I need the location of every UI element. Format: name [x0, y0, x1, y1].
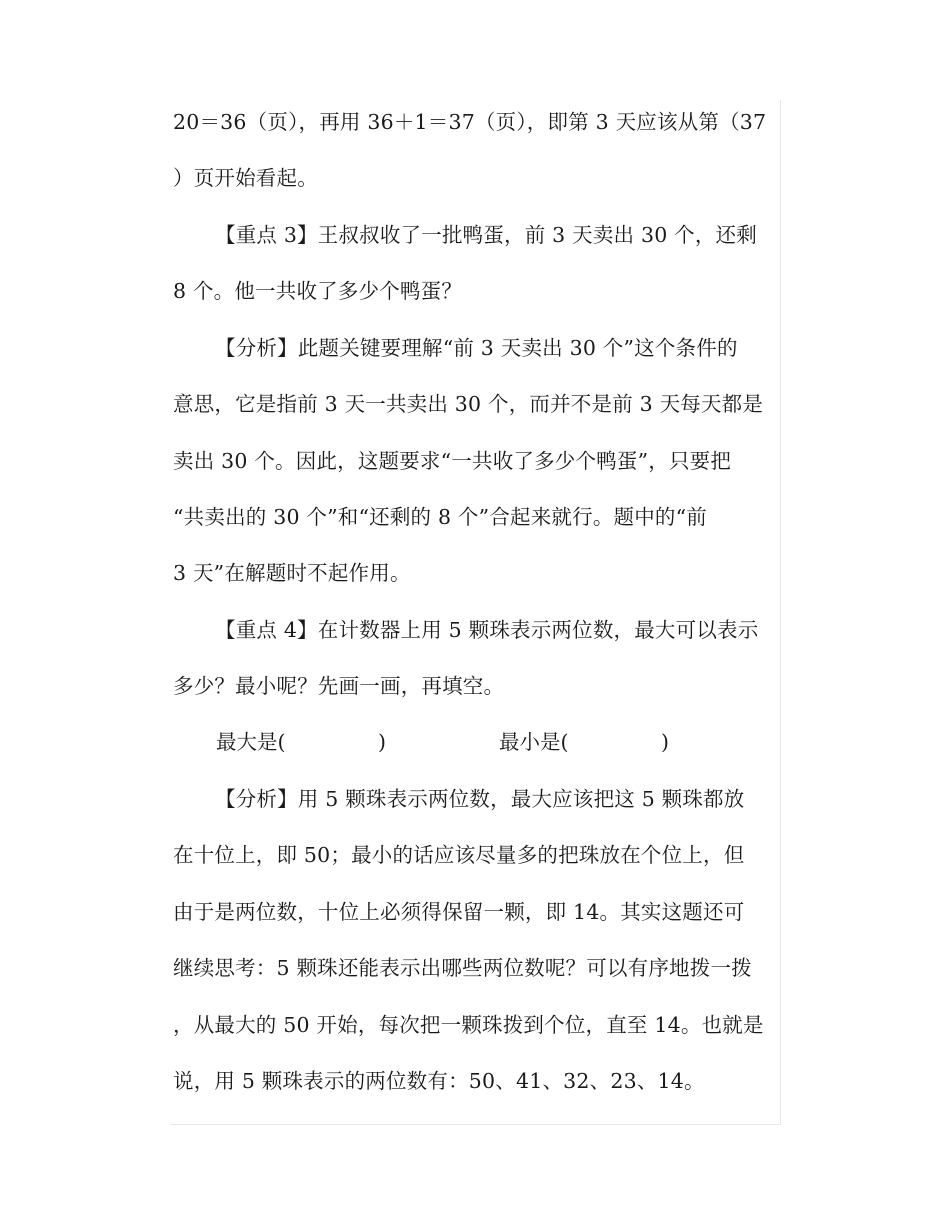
- analysis-4-line-2: 在十位上，即 50；最小的话应该尽量多的把珠放在个位上，但: [173, 843, 745, 867]
- analysis-4-line-6: 说，用 5 颗珠表示的两位数有：50、41、32、23、14。: [173, 1069, 705, 1093]
- key-point-4-question-cont: 多少？最小呢？先画一画，再填空。: [173, 674, 505, 698]
- page-border-bottom: [170, 1124, 781, 1125]
- page-border-right: [780, 100, 781, 1125]
- analysis-3-line-4: “共卖出的 30 个”和“还剩的 8 个”合起来就行。题中的“前: [173, 505, 707, 529]
- key-point-3-question-cont: 8 个。他一共收了多少个鸭蛋？: [173, 279, 463, 303]
- text-line-continuation-2: ）页开始看起。: [173, 166, 318, 190]
- analysis-3-line-5: 3 天”在解题时不起作用。: [173, 561, 411, 585]
- analysis-4-line-3: 由于是两位数，十位上必须得保留一颗，即 14。其实这题还可: [173, 900, 745, 924]
- analysis-4-line-4: 继续思考：5 颗珠还能表示出哪些两位数呢？可以有序地拨一拨: [173, 956, 752, 980]
- key-point-4-question: 【重点 4】在计数器上用 5 颗珠表示两位数，最大可以表示: [215, 618, 759, 642]
- analysis-3-line-2: 意思，它是指前 3 天一共卖出 30 个，而并不是前 3 天每天都是: [173, 392, 764, 416]
- analysis-4-line-1: 【分析】用 5 颗珠表示两位数，最大应该把这 5 颗珠都放: [215, 787, 745, 811]
- max-label: 最大是(: [216, 730, 286, 754]
- analysis-3-line-1: 【分析】此题关键要理解“前 3 天卖出 30 个”这个条件的: [215, 336, 738, 360]
- min-close-paren: ): [661, 730, 669, 754]
- min-label: 最小是(: [499, 730, 569, 754]
- analysis-4-line-5: ，从最大的 50 开始，每次把一颗珠拨到个位，直至 14。也就是: [173, 1013, 764, 1037]
- max-close-paren: ): [378, 730, 386, 754]
- key-point-3-question: 【重点 3】王叔叔收了一批鸭蛋，前 3 天卖出 30 个，还剩: [215, 223, 757, 247]
- text-line-continuation-1: 20＝36（页），再用 36＋1＝37（页），即第 3 天应该从第（37: [173, 110, 767, 134]
- analysis-3-line-3: 卖出 30 个。因此，这题要求“一共收了多少个鸭蛋”，只要把: [173, 449, 732, 473]
